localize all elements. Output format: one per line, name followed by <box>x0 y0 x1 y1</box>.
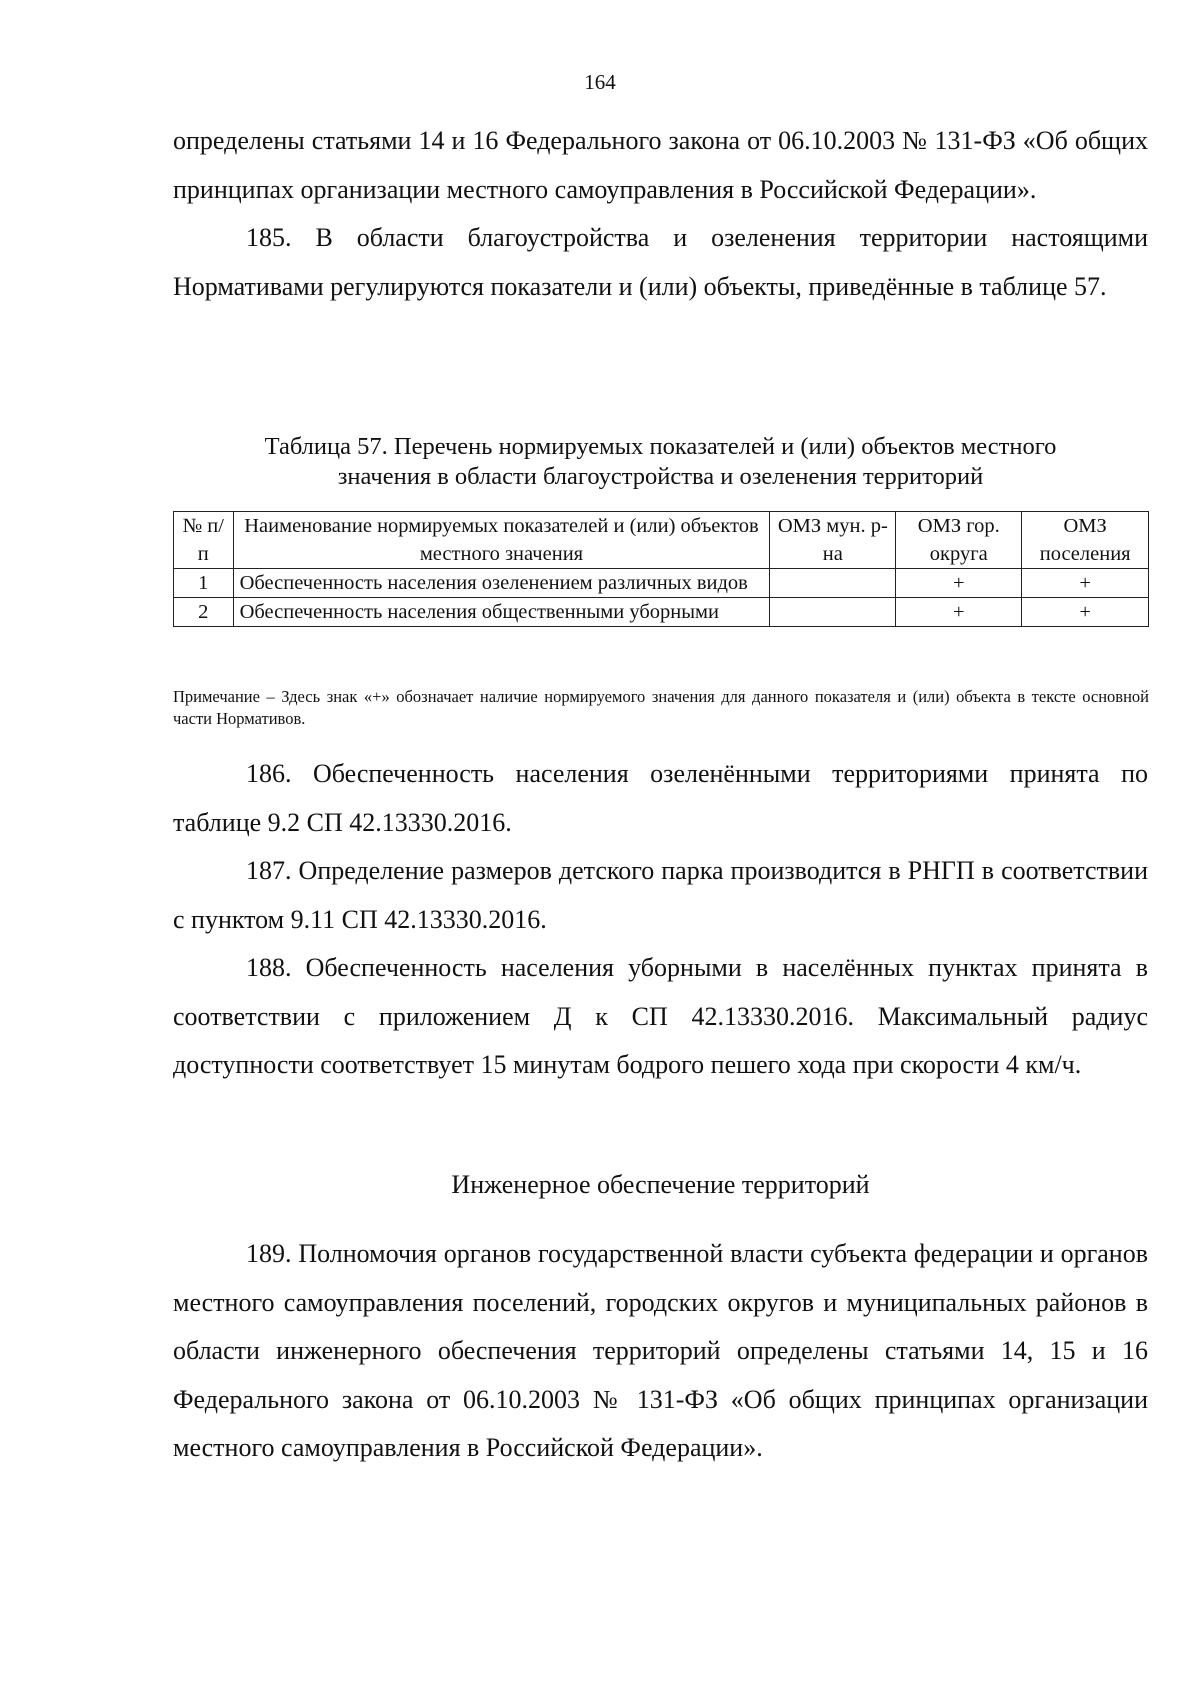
cell-omz-mun <box>770 569 896 598</box>
cell-omz-mun <box>770 598 896 627</box>
cell-num: 1 <box>174 569 234 598</box>
paragraph-189: 189. Полномочия органов государственной власти субъекта федерации и органов местного самоуправления поселений, городских округов и муниципальных районов в области инженерного обеспечения территорий определены статьями 14, 15 и 16 Федерального закона от 06.10.2003 № 131-ФЗ «Об общих принципах организации местного самоуправления в Российской Федерации». <box>173 1239 1148 1462</box>
paragraph-188: 188. Обеспеченность населения уборными в населённых пунктах принята в соответствии с приложением Д к СП 42.13330.2016. Максимальный радиус доступности соответствует 15 минутам бодрого пешего хода при скорости 4 км/ч. <box>173 953 1148 1079</box>
cell-omz-pos: + <box>1022 569 1149 598</box>
paragraph-continuation: определены статьями 14 и 16 Федерального закона от 06.10.2003 № 131-ФЗ «Об общих принципах организации местного самоуправления в Российской Федерации». <box>173 126 1148 204</box>
header-omz-pos: ОМЗ поселения <box>1022 512 1149 569</box>
cell-name: Обеспеченность населения общественными уборными <box>233 598 770 627</box>
paragraph-185: 185. В области благоустройства и озеленения территории настоящими Нормативами регулируются показатели и (или) объекты, приведённые в таблице 57. <box>173 223 1148 301</box>
final-text-block <box>173 1230 1148 1473</box>
page-number: 164 <box>584 70 616 94</box>
paragraph-186: 186. Обеспеченность населения озеленёнными территориями принята по таблице 9.2 СП 42.13330.2016. <box>173 759 1148 837</box>
cell-num: 2 <box>174 598 234 627</box>
table-row <box>174 569 1149 598</box>
header-name: Наименование нормируемых показателей и (или) объектов местного значения <box>233 512 770 569</box>
cell-name: Обеспеченность населения озеленением различных видов <box>233 569 770 598</box>
table-note: Примечание – Здесь знак «+» обозначает наличие нормируемого значения для данного показателя и (или) объекта в тексте основной части Нормативов. <box>173 687 1149 728</box>
intro-text-block <box>173 117 1148 311</box>
table-57-title <box>173 432 1148 492</box>
table-title-line-2: значения в области благоустройства и озеленения территорий <box>337 463 984 490</box>
table-57 <box>173 511 1149 627</box>
table-title-line-1: Таблица 57. Перечень нормируемых показателей и (или) объектов местного <box>264 433 1057 460</box>
table-header-row <box>174 512 1149 569</box>
header-omz-mun: ОМЗ мун. р-на <box>770 512 896 569</box>
cell-omz-gor: + <box>896 598 1022 627</box>
table-row <box>174 598 1149 627</box>
section-heading: Инженерное обеспечение территорий <box>451 1170 870 1199</box>
header-omz-gor: ОМЗ гор. округа <box>896 512 1022 569</box>
middle-text-block <box>173 750 1148 1090</box>
cell-omz-gor: + <box>896 569 1022 598</box>
header-num: № п/п <box>174 512 234 569</box>
paragraph-187: 187. Определение размеров детского парка производится в РНГП в соответствии с пунктом 9.11 СП 42.13330.2016. <box>173 856 1148 934</box>
cell-omz-pos: + <box>1022 598 1149 627</box>
